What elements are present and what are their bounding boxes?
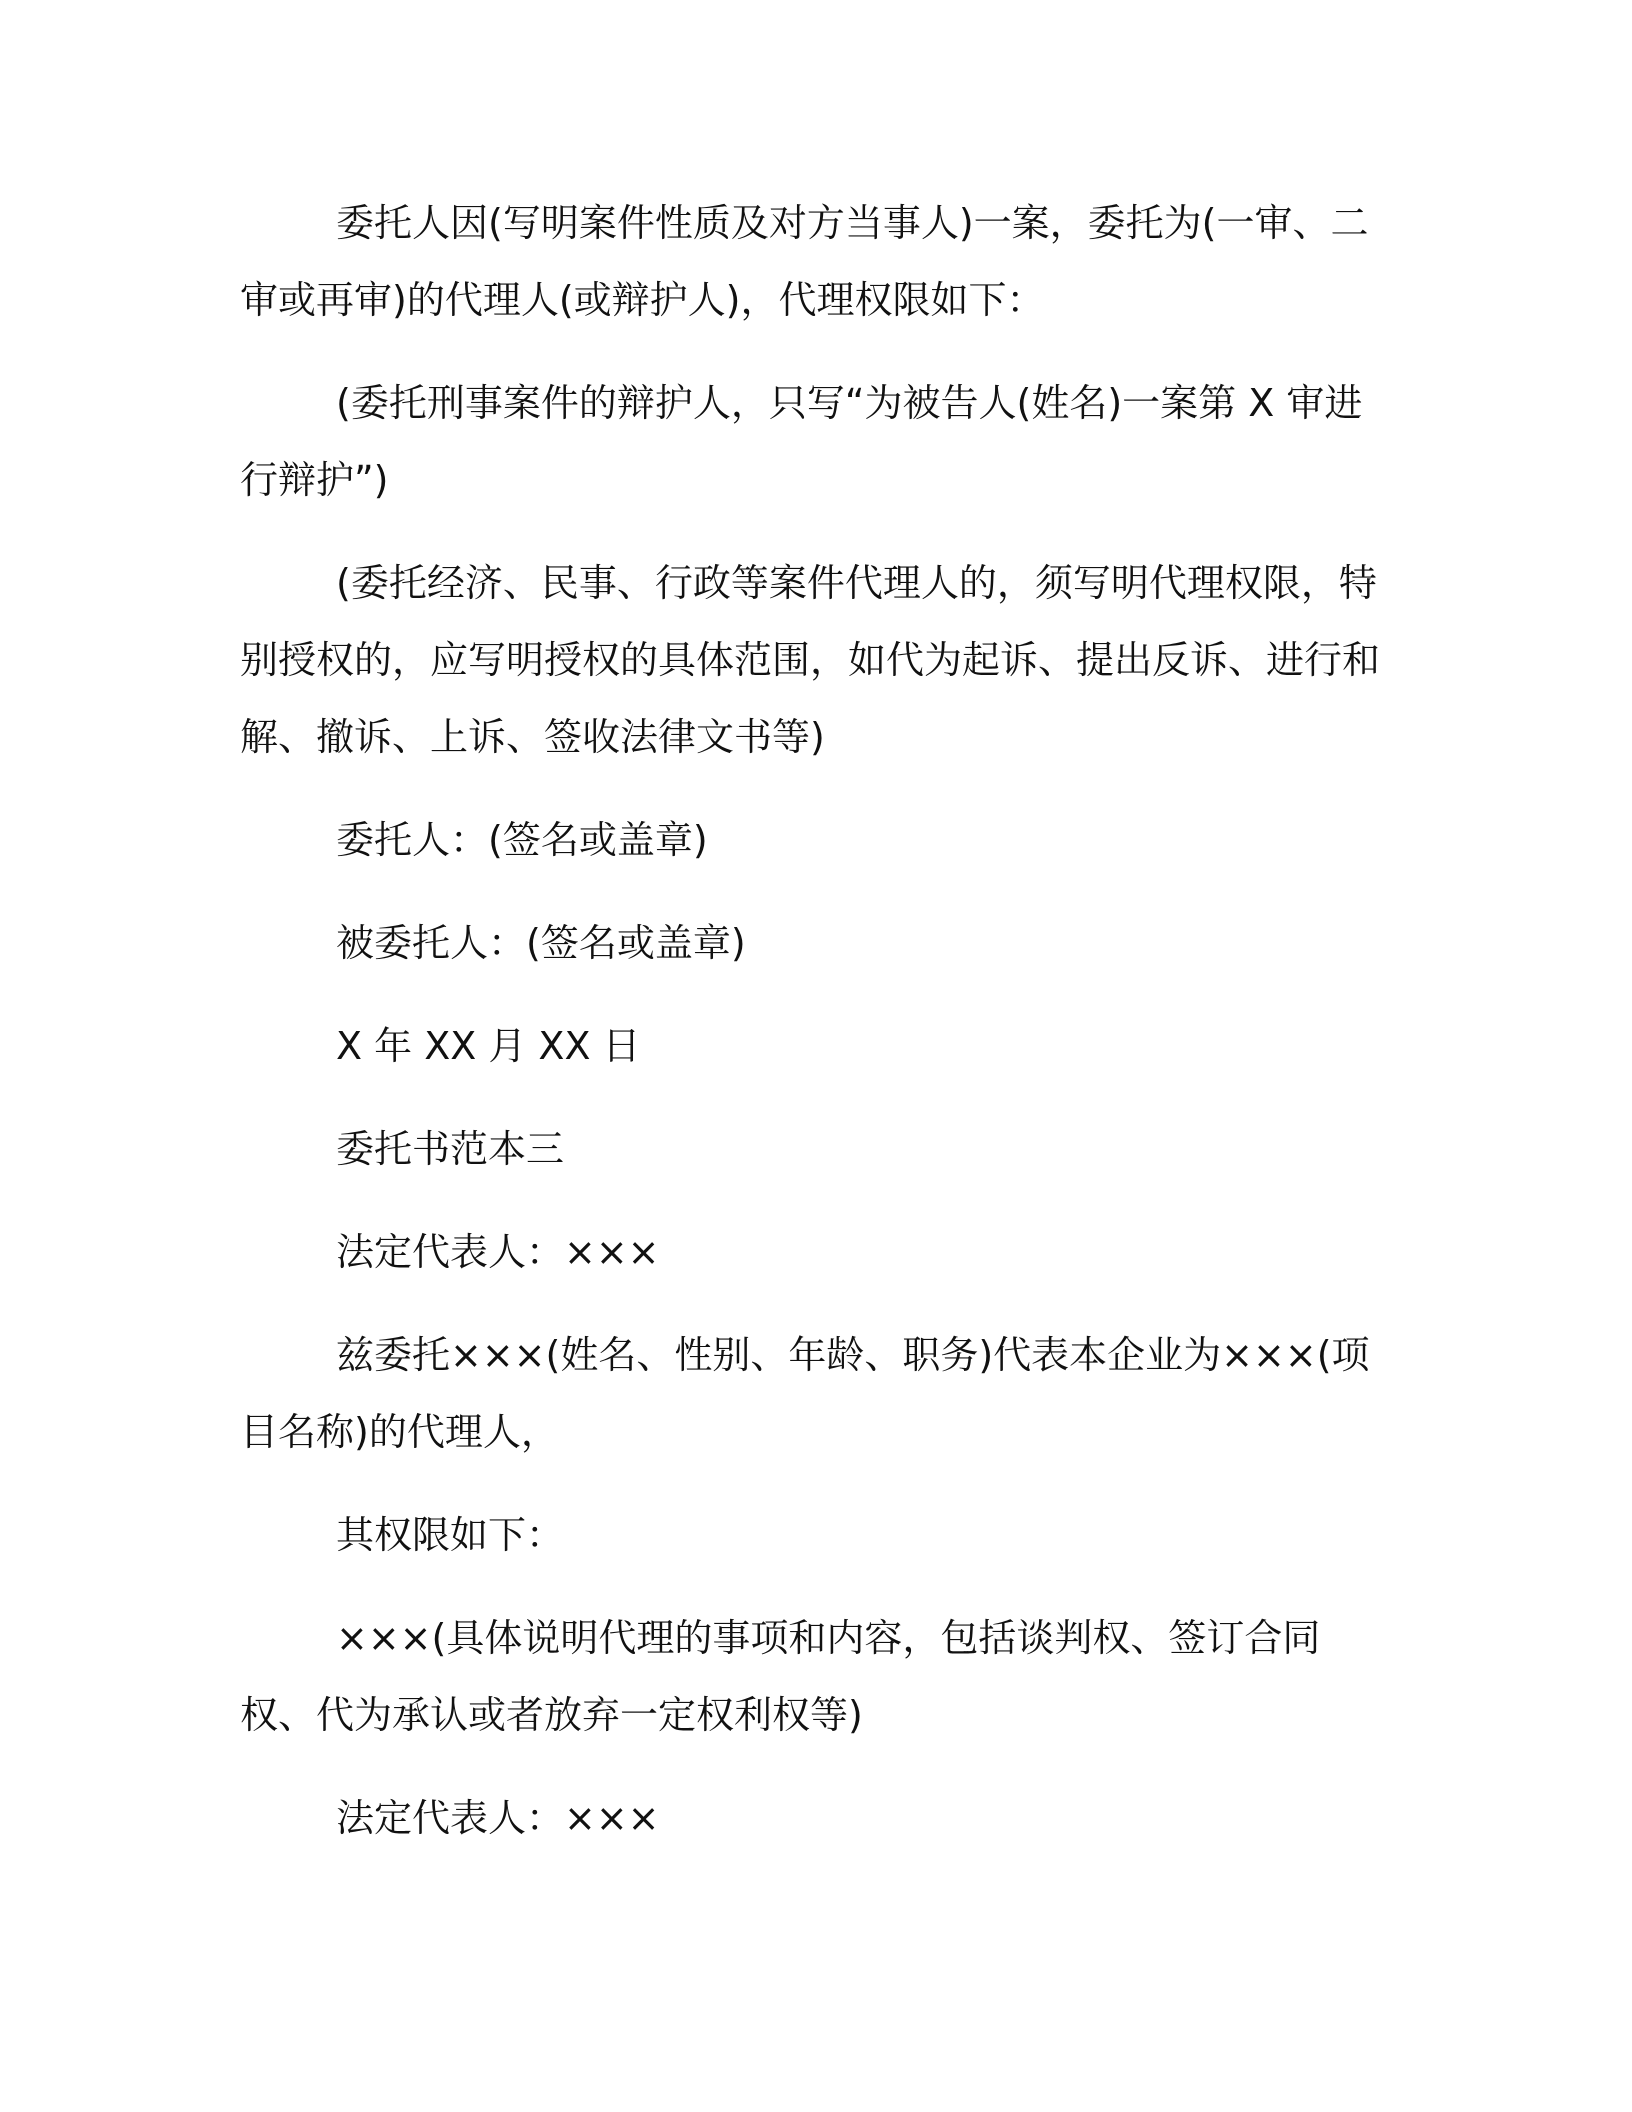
- paragraph-date: X 年 XX 月 XX 日: [336, 1024, 641, 1068]
- paragraph-commission-scope: 委托人因(写明案件性质及对方当事人)一案，委托为(一审、二审或再审)的代理人(或辩护人)，代理权限如下：: [240, 201, 1369, 322]
- paragraph-appointment: 兹委托×××(姓名、性别、年龄、职务)代表本企业为×××(项目名称)的代理人，: [240, 1333, 1370, 1454]
- paragraph-principal-signature: 委托人：(签名或盖章): [336, 818, 708, 862]
- paragraph-legal-representative-signature: 法定代表人：×××: [336, 1796, 660, 1840]
- paragraph-template-title: 委托书范本三: [336, 1127, 565, 1171]
- paragraph-criminal-defender-note: (委托刑事案件的辩护人，只写“为被告人(姓名)一案第 X 审进行辩护”): [240, 381, 1363, 502]
- paragraph-authority-details: ×××(具体说明代理的事项和内容，包括谈判权、签订合同权、代为承认或者放弃一定权利权等): [240, 1616, 1321, 1737]
- paragraph-civil-agent-note: (委托经济、民事、行政等案件代理人的，须写明代理权限，特别授权的，应写明授权的具体范围，如代为起诉、提出反诉、进行和解、撤诉、上诉、签收法律文书等): [240, 561, 1381, 759]
- paragraph-authority-heading: 其权限如下：: [336, 1513, 565, 1557]
- document-body: [240, 185, 1390, 1883]
- paragraph-agent-signature: 被委托人：(签名或盖章): [336, 921, 746, 965]
- paragraph-legal-representative: 法定代表人：×××: [336, 1230, 660, 1274]
